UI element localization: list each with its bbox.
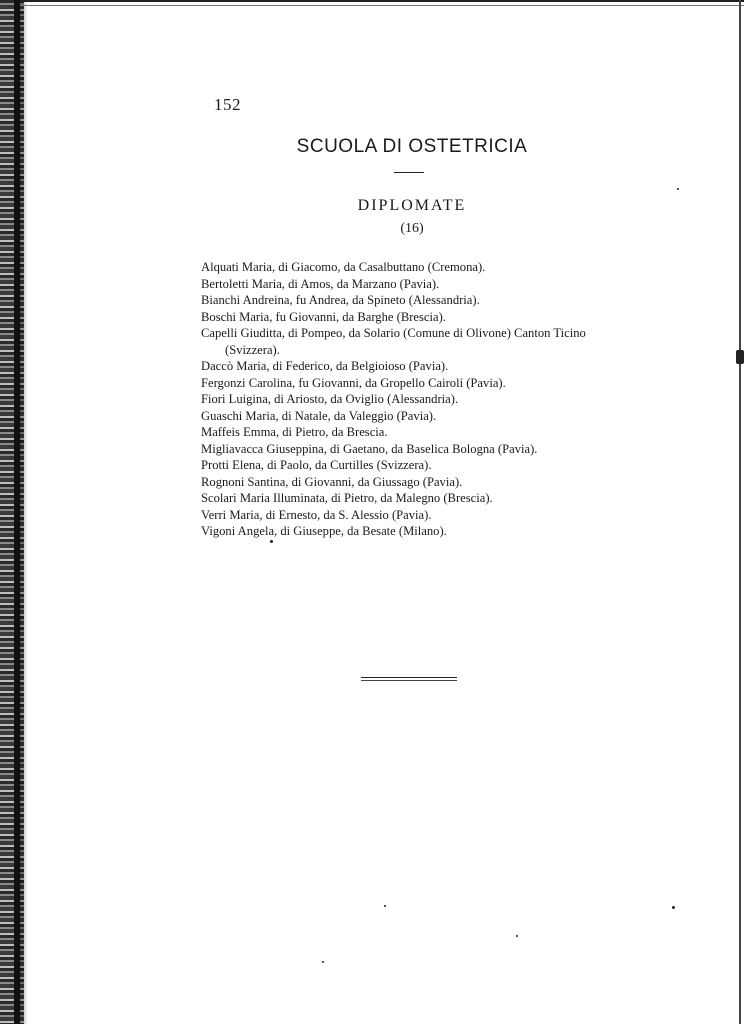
list-item: Verri Maria, di Ernesto, da S. Alessio (Pavia). <box>201 507 432 522</box>
end-rule <box>361 677 457 681</box>
list-item: Daccò Maria, di Federico, da Belgioioso (Pavia). <box>201 359 449 373</box>
list-item: Guaschi Maria, di Natale, da Valeggio (Pavia). <box>201 408 437 423</box>
scan-speck <box>270 540 273 543</box>
list-item: Capelli Giuditta, di Pompeo, da Solario (Comune di Olivone) Canton Ticino (Svizzera). <box>201 326 586 357</box>
page-number: 152 <box>214 95 241 114</box>
scan-edge-mark <box>736 350 744 364</box>
list-item: Rognoni Santina, di Giovanni, da Giussago (Pavia). <box>201 474 463 489</box>
graduate-list <box>201 259 631 540</box>
scan-speck <box>672 906 675 909</box>
scan-speck <box>384 905 386 907</box>
page-top-edge <box>20 0 744 6</box>
title-rule <box>394 172 424 173</box>
scan-speck <box>677 188 679 190</box>
subheading: DIPLOMATE <box>357 197 467 214</box>
list-item: Fergonzi Carolina, fu Giovanni, da Gropello Cairoli (Pavia). <box>201 375 506 390</box>
scan-speck <box>322 961 324 963</box>
list-item: Scolari Maria Illuminata, di Pietro, da Malegno (Brescia). <box>201 491 493 505</box>
page-right-edge <box>739 0 741 1024</box>
list-item: Protti Elena, di Paolo, da Curtilles (Svizzera). <box>201 458 432 472</box>
list-item: Fiori Luigina, di Ariosto, da Oviglio (Alessandria). <box>201 392 459 406</box>
list-item: Migliavacca Giuseppina, di Gaetano, da Baselica Bologna (Pavia). <box>201 441 538 456</box>
list-item: Vigoni Angela, di Giuseppe, da Besate (Milano). <box>201 524 447 538</box>
list-item: Boschi Maria, fu Giovanni, da Barghe (Brescia). <box>201 309 446 324</box>
graduate-count: (16) <box>400 221 424 236</box>
list-item: Bertoletti Maria, di Amos, da Marzano (Pavia). <box>201 276 440 291</box>
list-item: Maffeis Emma, di Pietro, da Brescia. <box>201 425 388 439</box>
scan-speck <box>516 935 518 937</box>
section-title: SCUOLA DI OSTETRICIA <box>296 136 528 157</box>
list-item: Bianchi Andreina, fu Andrea, da Spineto (Alessandria). <box>201 293 480 307</box>
list-item: Alquati Maria, di Giacomo, da Casalbuttano (Cremona). <box>201 260 486 274</box>
binding-fade <box>20 0 28 1024</box>
